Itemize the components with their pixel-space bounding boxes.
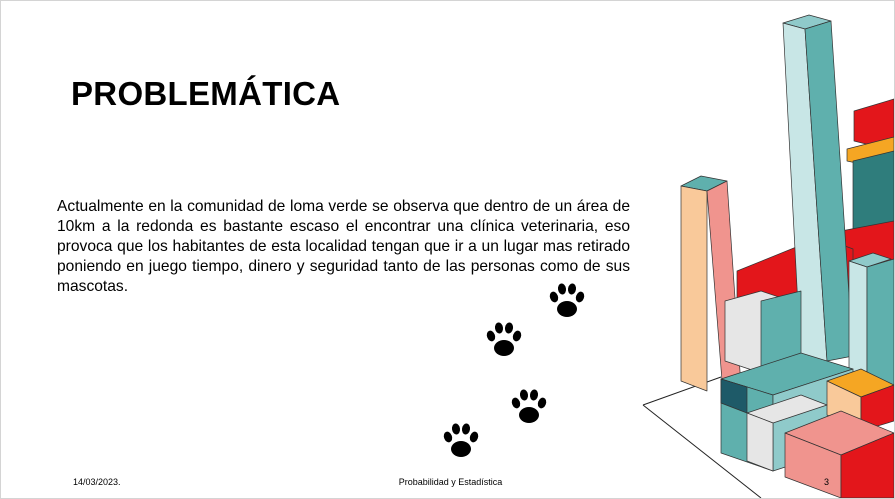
isometric-blocks-illustration	[1, 1, 894, 498]
footer-date: 14/03/2023.	[73, 477, 121, 487]
footer-page-number: 3	[824, 477, 830, 487]
footer-subject: Probabilidad y Estadística	[398, 477, 503, 487]
slide-body-text: Actualmente en la comunidad de loma verde se observa que dentro de un área de 10km a la redonda es bastante escaso el encontrar una clínica veterinaria, eso provoca que los habitantes de esta localidad tengan que ir a un lugar mas retirado poniendo en juego tiempo, dinero y seguridad tanto de las personas como de sus mascotas.	[57, 198, 630, 295]
slide-title: PROBLEMÁTICA	[71, 75, 341, 112]
